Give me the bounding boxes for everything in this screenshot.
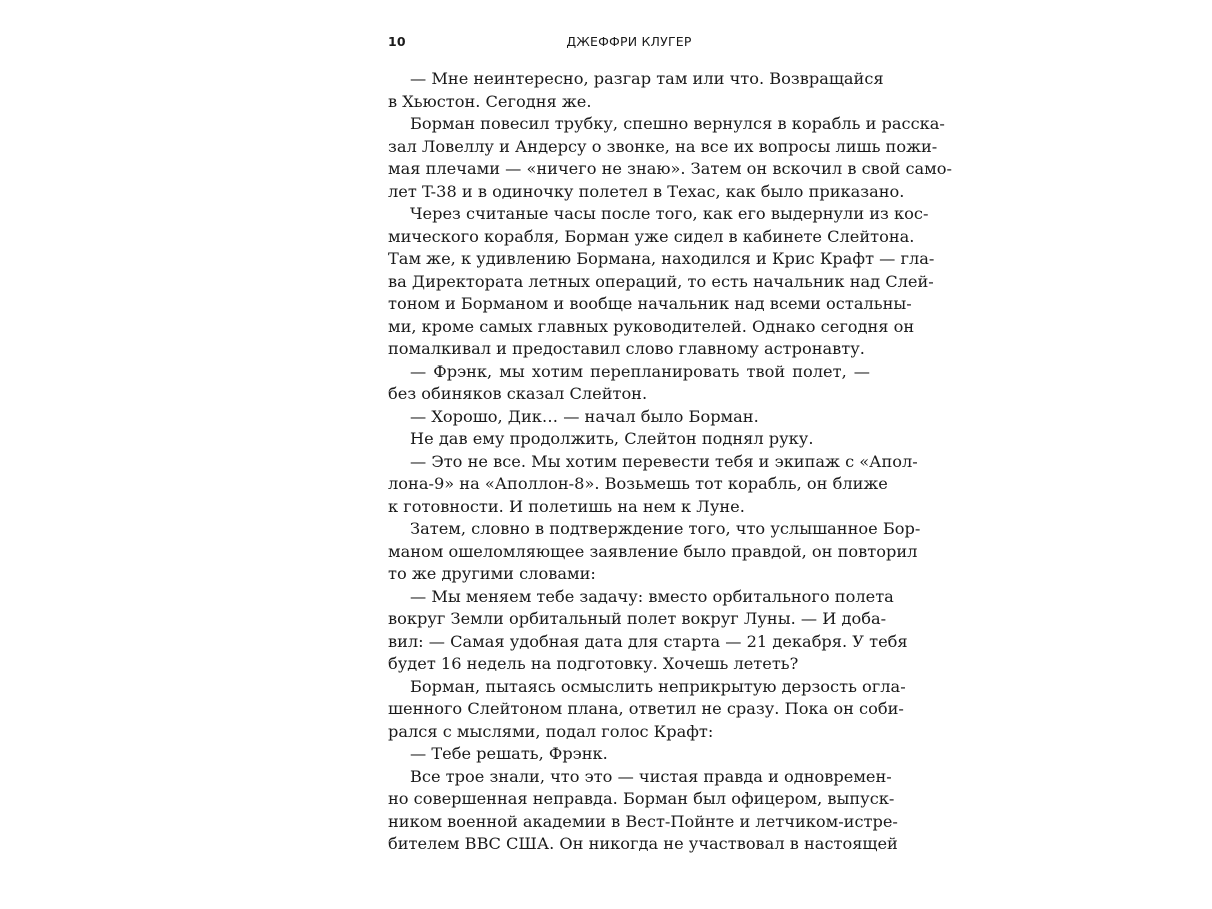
- text-line: мического корабля, Борман уже сидел в кабинете Слейтона.: [388, 226, 915, 246]
- text-line: рался с мыслями, подал голос Крафт:: [388, 721, 714, 741]
- text-line: — Это не все. Мы хотим перевести тебя и экипаж с «Апол-: [410, 451, 918, 471]
- body-text: [388, 68, 952, 856]
- text-line: Борман повесил трубку, спешно вернулся в корабль и расска-: [410, 114, 945, 133]
- text-line: но совершенная неправда. Борман был офицером, выпуск-: [388, 789, 895, 808]
- text-line: к готовности. И полетишь на нем к Луне.: [388, 496, 745, 516]
- text-line: Через считаные часы после того, как его выдернули из кос-: [410, 204, 929, 223]
- page-number: 10: [388, 34, 406, 49]
- text-line: Борман, пытаясь осмыслить неприкрытую дерзость огла-: [410, 676, 906, 696]
- text-line: ником военной академии в Вест-Пойнте и летчиком-истре-: [388, 811, 898, 831]
- text-line: шенного Слейтоном плана, ответил не сразу. Пока он соби-: [388, 699, 904, 718]
- text-line: мая плечами — «ничего не знаю». Затем он вскочил в свой само-: [388, 159, 952, 178]
- text-line: вил: — Самая удобная дата для старта — 21 декабря. У тебя: [388, 631, 908, 651]
- text-line: Все трое знали, что это — чистая правда и одновремен-: [410, 766, 892, 786]
- text-line: помалкивал и предоставил слово главному астронавту.: [388, 339, 865, 358]
- text-line: — Фрэнк, мы хотим перепланировать твой полет, —: [410, 361, 870, 381]
- text-line: ми, кроме самых главных руководителей. Однако сегодня он: [388, 316, 915, 336]
- text-line: тоном и Борманом и вообще начальник над всеми остальны-: [388, 294, 912, 313]
- text-line: — Тебе решать, Фрэнк.: [410, 744, 608, 763]
- text-line: бителем ВВС США. Он никогда не участвовал в настоящей: [388, 834, 898, 853]
- text-line: в Хьюстон. Сегодня же.: [388, 91, 592, 111]
- text-line: без обиняков сказал Слейтон.: [388, 384, 648, 403]
- text-line: лона-9» на «Аполлон-8». Возьмешь тот корабль, он ближе: [388, 474, 888, 493]
- text-line: Затем, словно в подтверждение того, что услышанное Бор-: [410, 519, 921, 538]
- text-line: Там же, к удивлению Бормана, находился и Крис Крафт — гла-: [388, 249, 935, 268]
- text-line: лет T-38 и в одиночку полетел в Техас, как было приказано.: [388, 181, 905, 201]
- text-line: вокруг Земли орбитальный полет вокруг Луны. — И доба-: [388, 609, 887, 628]
- text-line: — Мне неинтересно, разгар там или что. Возвращайся: [410, 69, 884, 88]
- text-line: будет 16 недель на подготовку. Хочешь лететь?: [388, 654, 799, 673]
- book-page: [388, 0, 952, 909]
- running-head: [388, 34, 870, 50]
- text-line: — Хорошо, Дик… — начал было Борман.: [410, 406, 759, 426]
- text-line: — Мы меняем тебе задачу: вместо орбитального полета: [410, 586, 894, 606]
- text-line: то же другими словами:: [388, 564, 596, 583]
- running-head-author: ДЖЕФФРИ КЛУГЕР: [566, 34, 692, 49]
- text-line: зал Ловеллу и Андерсу о звонке, на все их вопросы лишь пожи-: [388, 136, 938, 156]
- text-line: ва Директората летных операций, то есть начальник над Слей-: [388, 271, 934, 291]
- text-line: маном ошеломляющее заявление было правдой, он повторил: [388, 541, 918, 561]
- text-line: Не дав ему продолжить, Слейтон поднял руку.: [410, 429, 814, 448]
